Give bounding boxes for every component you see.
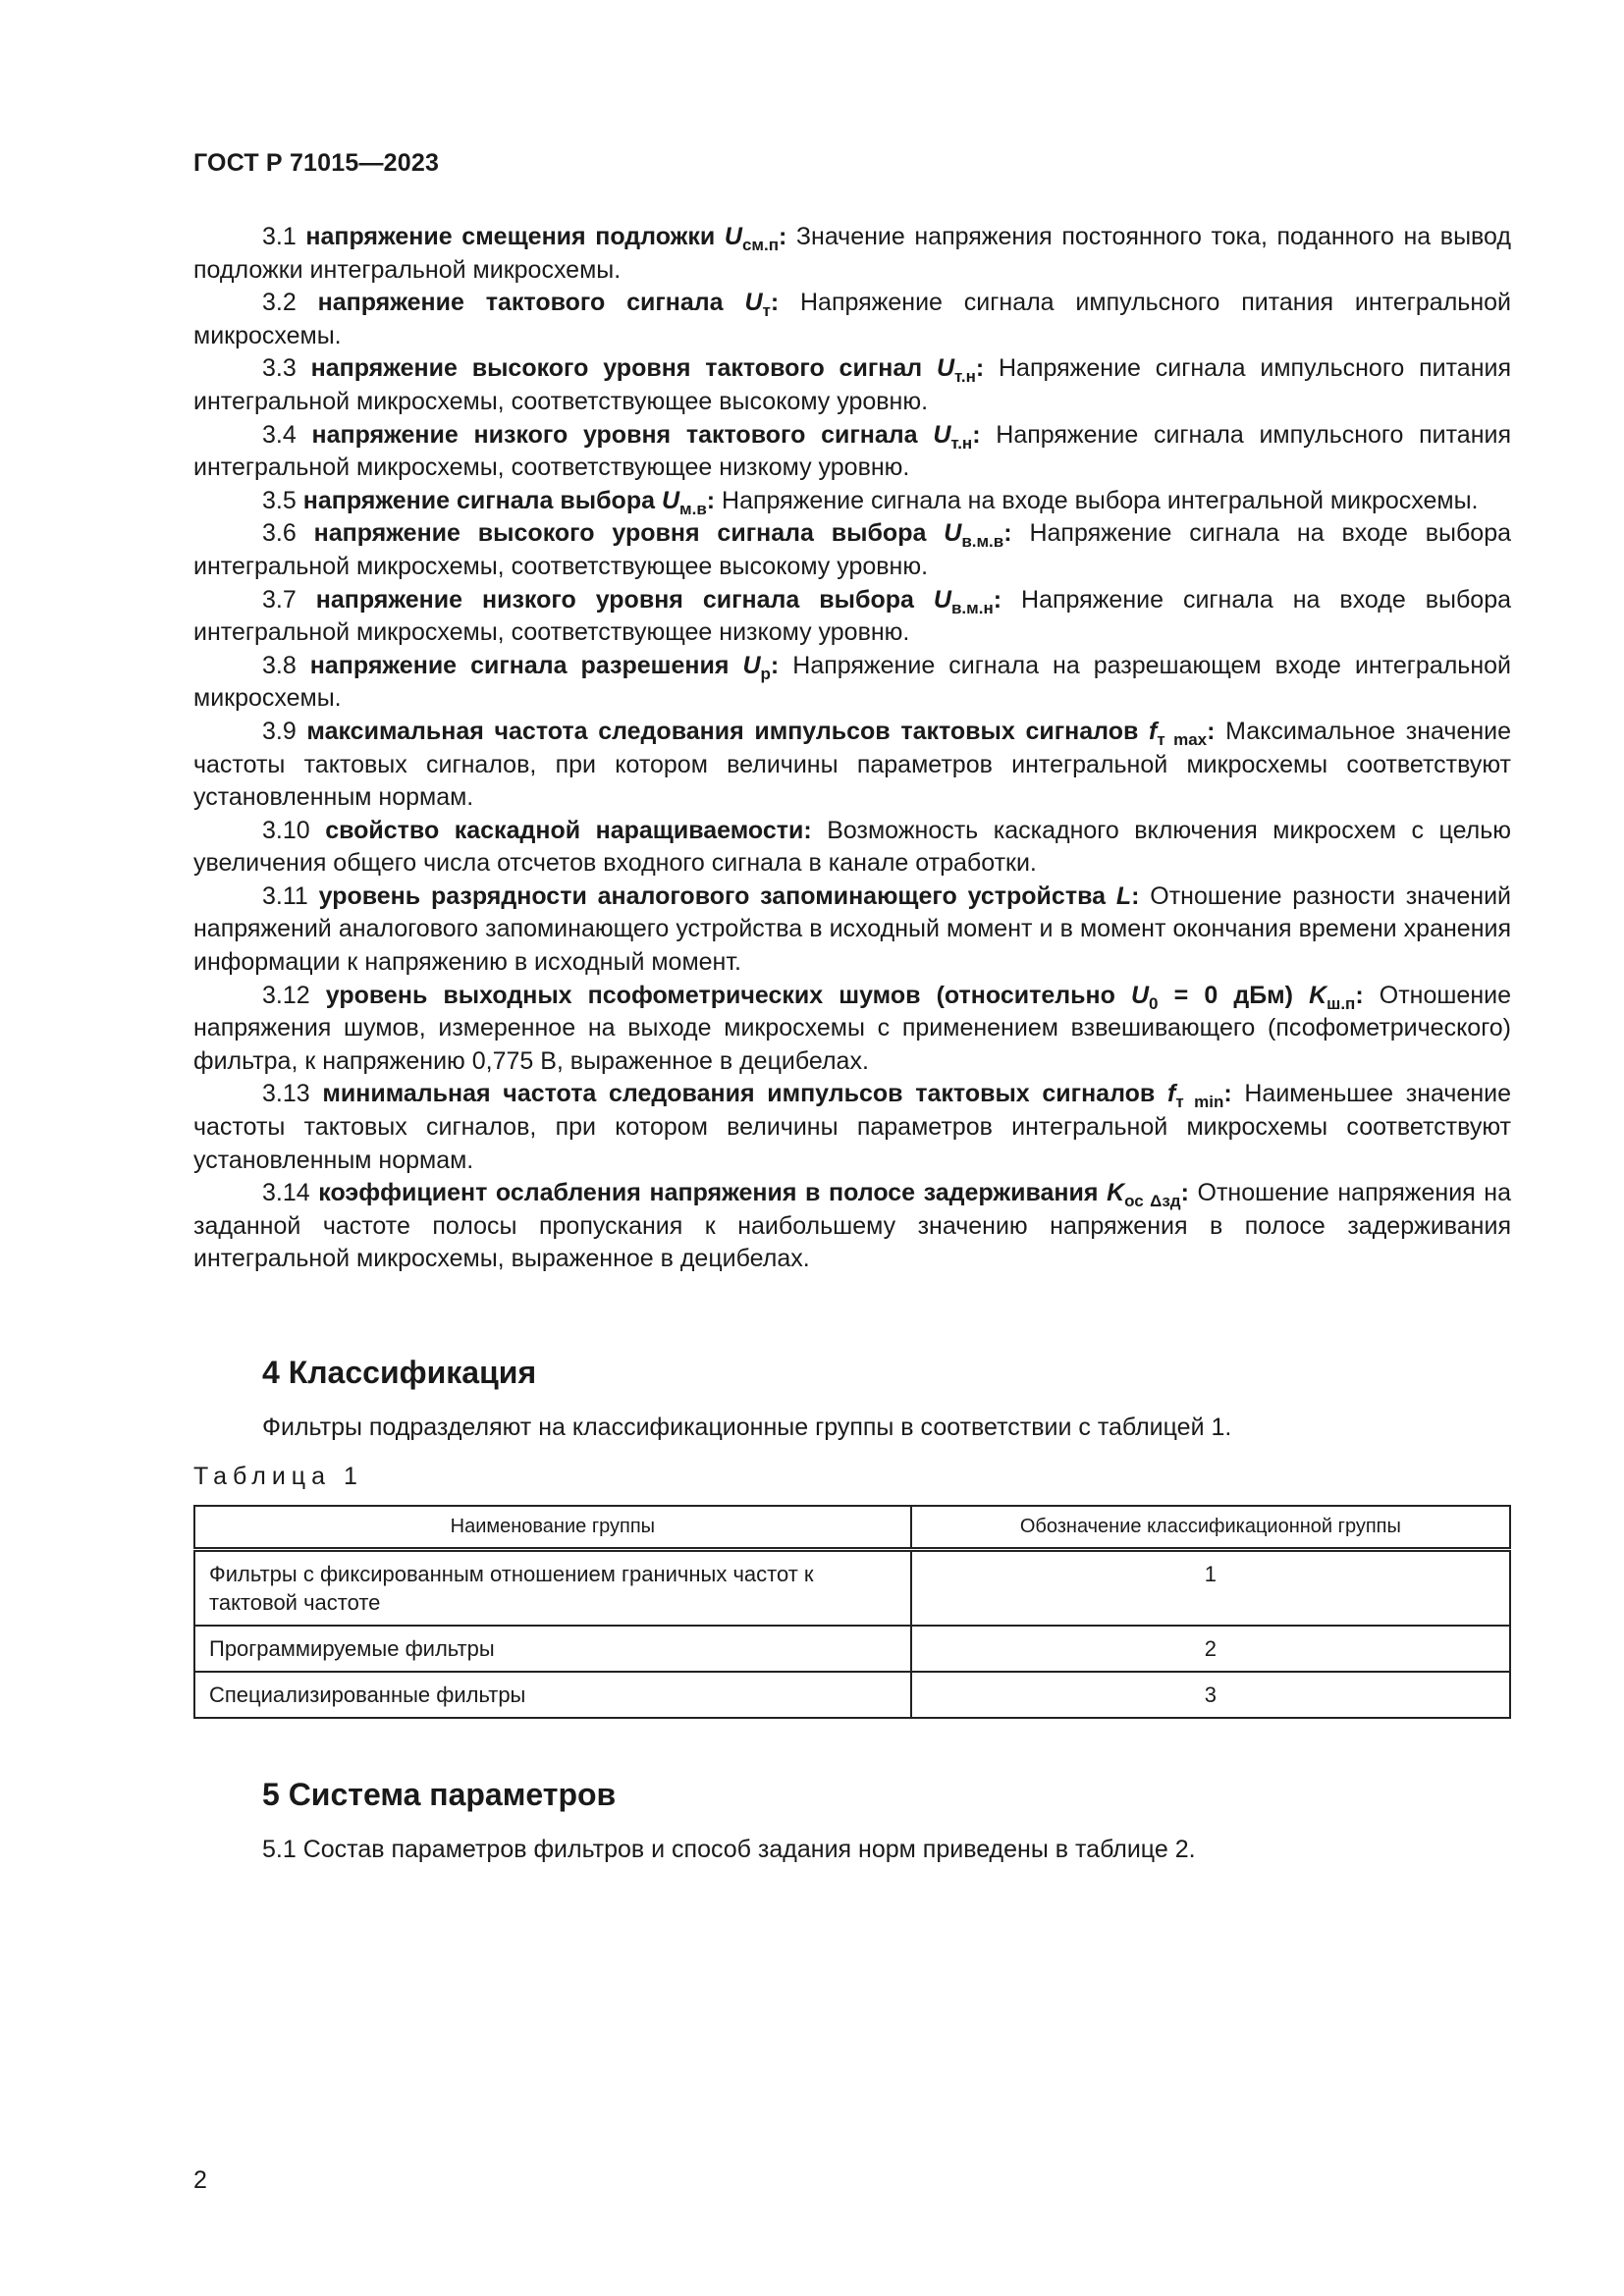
table-caption: Таблица 1 [193, 1463, 363, 1490]
definition-item: 3.10 свойство каскадной наращиваемости: Возможность каскадного включения микросхем с целью увеличения общего числа отсчетов входного сигнала в канале отработки. [193, 816, 1511, 878]
table-header-row [194, 1506, 1510, 1550]
table-cell-code: 2 [911, 1626, 1510, 1672]
definition-item: 3.3 напряжение высокого уровня тактового сигнал $U_{т.н}$: Напряжение сигнала импульсного питания интегральной микросхемы, соответствующее высокому уровню. [193, 354, 1512, 415]
definition-item: 3.4 напряжение низкого уровня тактового сигнала $U_{т.н}$: Напряжение сигнала импульсного питания интегральной микросхемы, соответствующее низкому уровню. [193, 420, 1512, 482]
definition-item: 3.5 напряжение сигнала выбора $U_{м.в}$: Напряжение сигнала на входе выбора интегральной микросхемы. [262, 486, 1479, 518]
definition-item: 3.11 уровень разрядности аналогового запоминающего устройства L: Отношение разности значений напряжений аналогового запоминающего устройства в исходный момент и в момент окончания времени хранения информации к напряжению в исходный момент. [193, 881, 1511, 977]
section-4-intro: Фильтры подразделяют на классификационные группы в соответствии с таблицей 1. [262, 1414, 1232, 1441]
table-row [194, 1626, 1510, 1672]
classification-table [193, 1505, 1511, 1719]
definition-item: 3.12 уровень выходных псофометрических шумов (относительно $U_0 = 0$ дБм) $K_{ш.п}$: Отношение напряжения шумов, измеренное на выходе микросхемы с применением взвешивающего (псофометрического) фильтра, к напряжению 0,775 В, выраженное в децибелах. [193, 981, 1512, 1075]
column-header-group-name: Наименование группы [194, 1506, 911, 1550]
section-5-text: 5.1 Состав параметров фильтров и способ задания норм приведены в таблице 2. [262, 1836, 1196, 1863]
definition-item: 3.9 максимальная частота следования импульсов тактовых сигналов $f_{т max}$: Максимальное значение частоты тактовых сигналов, при котором величины параметров интегральной микросхемы соответствуют установленным нормам. [193, 717, 1511, 812]
definitions-list [193, 221, 1511, 1276]
table-cell-name: Программируемые фильтры [194, 1626, 911, 1672]
definition-item: 3.1 напряжение смещения подложки $U_{см.п}$: Значение напряжения постоянного тока, поданного на вывод подложки интегральной микросхемы. [193, 223, 1511, 284]
table-cell-name: Фильтры с фиксированным отношением граничных частот к тактовой частоте [194, 1550, 911, 1627]
page-number: 2 [193, 2166, 207, 2194]
table-cell-code: 1 [911, 1550, 1510, 1627]
table-cell-name: Специализированные фильтры [194, 1672, 911, 1718]
definition-item: 3.6 напряжение высокого уровня сигнала выбора $U_{в.м.в}$: Напряжение сигнала на входе выбора интегральной микросхемы, соответствующее высокому уровню. [193, 519, 1511, 580]
document-header: ГОСТ Р 71015—2023 [193, 149, 440, 177]
column-header-group-code: Обозначение классификационной группы [911, 1506, 1510, 1550]
table-cell-code: 3 [911, 1672, 1510, 1718]
section-5-heading: 5 Система параметров [262, 1777, 617, 1812]
table-row [194, 1672, 1510, 1718]
definition-item: 3.7 напряжение низкого уровня сигнала выбора $U_{в.м.н}$: Напряжение сигнала на входе выбора интегральной микросхемы, соответствующее низкому уровню. [193, 585, 1512, 647]
table-row [194, 1550, 1510, 1627]
section-4-heading: 4 Классификация [262, 1355, 537, 1390]
definition-item: 3.2 напряжение тактового сигнала $U_т$: Напряжение сигнала импульсного питания интегральной микросхемы. [193, 289, 1511, 349]
definition-item: 3.13 минимальная частота следования импульсов тактовых сигналов $f_{т min}$: Наименьшее значение частоты тактовых сигналов, при котором величины параметров интегральной микросхемы соответствуют установленным нормам. [193, 1080, 1512, 1174]
definition-item: 3.8 напряжение сигнала разрешения $U_р$: Напряжение сигнала на разрешающем входе интегральной микросхемы. [193, 651, 1512, 713]
definition-item: 3.14 коэффициент ослабления напряжения в полосе задерживания $K_{ос \Delta зд}$: Отношение напряжения на заданной частоте полосы пропускания к наибольшему значению напряжения в полосе задерживания интегральной микросхемы, выраженное в децибелах. [193, 1179, 1512, 1273]
